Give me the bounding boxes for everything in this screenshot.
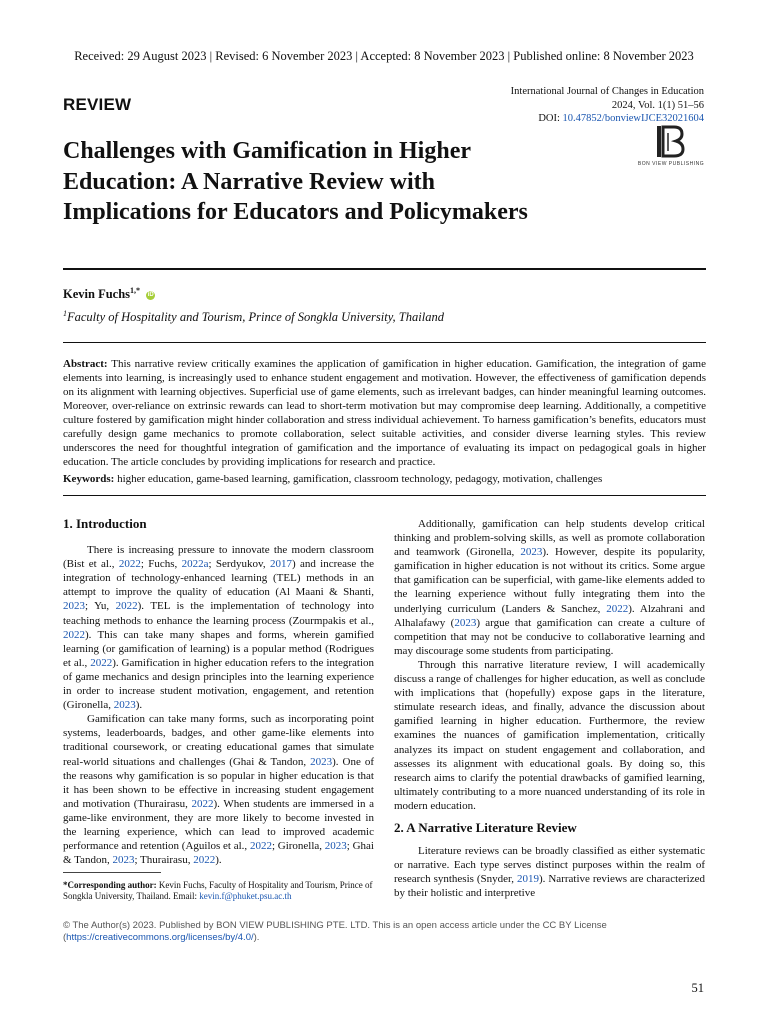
orcid-icon[interactable]: iD bbox=[147, 291, 154, 298]
affiliation-text: Faculty of Hospitality and Tourism, Prince of Songkla University, Thailand bbox=[67, 310, 444, 325]
section-heading-literature-review: 2. A Narrative Literature Review bbox=[394, 819, 577, 835]
paragraph-text: ; Thurairasu, bbox=[134, 854, 194, 867]
license-end: ). bbox=[253, 932, 260, 943]
keywords-label: Keywords: bbox=[63, 473, 115, 485]
journal-volume: 2024, Vol. 1(1) 51–56 bbox=[611, 99, 704, 111]
author-name: Kevin Fuchs bbox=[63, 287, 131, 302]
article-title: Challenges with Gamification in Higher Education: A Narrative Review with Implications for Educators and Policymakers bbox=[63, 138, 528, 225]
paragraph bbox=[394, 844, 705, 900]
citation-year-link[interactable]: 2022 bbox=[90, 656, 113, 669]
paragraph-text: ). However, despite its popularity, gamification in higher education is not without its critics. Some argue that gamification can be superficial, with game-like elements added to the learning experience without fully integrating them into the underlying curriculum (Landers & Sanchez, bbox=[394, 546, 705, 615]
citation-year-link[interactable]: 2022a bbox=[181, 558, 209, 571]
citation-year-link[interactable]: 2022 bbox=[606, 602, 629, 615]
paragraph-text: ). One of the reasons why gamification is so popular in higher education is that it has been shown to be effective in increasing student engagement and motivation (Thurairasu, bbox=[63, 755, 374, 810]
paragraph-text: ). bbox=[215, 854, 222, 867]
citation-year-link[interactable]: 2022 bbox=[63, 628, 85, 641]
paragraph-text: ; Serdyukov, bbox=[208, 558, 270, 571]
paragraph: Through this narrative literature review, I will academically discuss a range of challenges for higher education, as well as conclude with implications that (hopefully) expose gaps in the literature, stimulate research ideas, and finally, advance the discussion about gamified learning in higher education. Furthermore, the review examines the nuances of gamification implementation, critically analyzes its impact on student engagement and collaboration, and assesses its alignment with educational goals. By doing so, this research aims to clarify the potential drawbacks of gamified learning, ultimately contributing to a more nuanced understanding of its role in modern education. bbox=[394, 658, 705, 812]
page-number: 51 bbox=[691, 981, 704, 995]
right-column bbox=[394, 517, 705, 900]
section-heading-introduction: 1. Introduction bbox=[63, 516, 147, 531]
license-text: © The Author(s) 2023. Published by BON VIEW PUBLISHING PTE. LTD. This is an open access article under the CC BY License ( bbox=[63, 920, 607, 943]
corresponding-author-note bbox=[63, 880, 374, 902]
left-column bbox=[63, 517, 374, 867]
citation-year-link[interactable]: 2023 bbox=[63, 600, 85, 613]
citation-year-link[interactable]: 2022 bbox=[193, 854, 216, 867]
paragraph bbox=[63, 712, 374, 867]
paragraph-text: Gamification can take many forms, such as incorporating point systems, leaderboards, badges, and other game-like elements into traditional coursework, or creating educational games that simulate real-world situations and challenges (Ghai & Tandon, bbox=[63, 713, 374, 768]
journal-info bbox=[444, 85, 704, 126]
publisher-logo bbox=[636, 125, 706, 171]
corresponding-text: Kevin Fuchs, Faculty of Hospitality and Tourism, Prince of Songkla University, Thailand. Email: bbox=[63, 880, 373, 901]
author-marks: 1,* bbox=[130, 286, 141, 295]
paragraph-text: ). TEL is the implementation of technology into teaching methods to enhance the learning process (Zourmpakis et al., bbox=[63, 600, 374, 627]
journal-name: International Journal of Changes in Education bbox=[510, 86, 704, 97]
citation-year-link[interactable]: 2023 bbox=[520, 546, 543, 559]
paragraph-text: ; Yu, bbox=[85, 600, 116, 613]
abstract-text: This narrative review critically examines the application of gamification in higher education. Gamification, the integration of game elements into learning, is increasingly used to enhance student engagement and motivation. However, the effectiveness of gamification depends on its alignment with learning objectives. Superficial use of game elements, such as irrelevant badges, can hinder meaningful learning outcomes. Moreover, over-reliance on extrinsic rewards can lead to short-term motivation but may compromise deep learning. Additionally, a competitive culture fostered by gamification might hinder collaboration and stress individual achievement. To harness gamification’s benefits, educators must carefully design game mechanics to promote collaboration, select suitable activities, and consider diverse learning styles. This review underscores the need for thoughtful integration of gamification and the importance of evaluating its impact on pedagogical goals in higher education. The article concludes by providing implications for research and practice. bbox=[63, 358, 706, 468]
license-notice bbox=[63, 920, 706, 944]
doi-label: DOI: bbox=[538, 113, 563, 124]
abstract bbox=[63, 357, 706, 469]
citation-year-link[interactable]: 2023 bbox=[112, 854, 135, 867]
paragraph bbox=[63, 543, 374, 712]
affiliation-mark: 1 bbox=[63, 309, 67, 318]
paragraph-text: ; Ghai & Tandon, bbox=[63, 840, 374, 867]
title-divider bbox=[63, 268, 706, 270]
citation-year-link[interactable]: 2023 bbox=[324, 840, 347, 853]
paragraph-text: ) argue that gamification can create a culture of competition that may not be conducive to collaborative learning and may discourage some students from participating. bbox=[394, 616, 705, 657]
affiliation bbox=[63, 309, 444, 325]
paragraph-text: ). bbox=[135, 699, 143, 712]
keywords-text: higher education, game-based learning, gamification, classroom technology, pedagogy, motivation, challenges bbox=[117, 473, 603, 485]
license-link[interactable]: https://creativecommons.org/licenses/by/4.0/ bbox=[66, 932, 254, 943]
corresponding-label: *Corresponding author: bbox=[63, 880, 157, 890]
paragraph-text: ) and increase the integration of technology-enhanced learning (TEL) methods in an attempt to improve the quality of education (Al Maani & Shanti, bbox=[63, 558, 374, 599]
email-link[interactable]: kevin.f@phuket.psu.ac.th bbox=[199, 891, 292, 901]
publication-dates: Received: 29 August 2023 | Revised: 6 November 2023 | Accepted: 8 November 2023 | Published online: 8 November 2023 bbox=[74, 49, 694, 63]
bon-view-logo-icon bbox=[655, 125, 685, 158]
paragraph-text: ). Narrative reviews are characterized by their holistic and interpretive bbox=[394, 873, 705, 900]
doi-link[interactable]: 10.47852/bonviewIJCE32021604 bbox=[562, 113, 704, 124]
paragraph bbox=[394, 517, 705, 658]
paragraph-text: Additionally, gamification can help students develop critical thinking and problem-solving skills, as well as promote collaboration and teamwork (Gironella, bbox=[394, 518, 705, 559]
citation-year-link[interactable]: 2022 bbox=[249, 840, 272, 853]
abstract-top-divider bbox=[63, 342, 706, 343]
abstract-label: Abstract: bbox=[63, 358, 108, 370]
citation-year-link[interactable]: 2017 bbox=[269, 558, 292, 571]
citation-year-link[interactable]: 2023 bbox=[310, 755, 333, 768]
paragraph-text: Literature reviews can be broadly classified as either systematic or narrative. Each type serves distinct purposes within the realm of research synthesis (Snyder, bbox=[394, 845, 705, 886]
citation-year-link[interactable]: 2023 bbox=[113, 699, 136, 712]
citation-year-link[interactable]: 2022 bbox=[191, 797, 214, 810]
keywords bbox=[63, 472, 706, 486]
author-line bbox=[63, 286, 155, 302]
paragraph-text: ). Alzahrani and Alhalafawy ( bbox=[394, 602, 705, 629]
paragraph-text: ; Gironella, bbox=[271, 840, 325, 853]
paragraph-text: ; Fuchs, bbox=[140, 558, 182, 571]
citation-year-link[interactable]: 2019 bbox=[516, 873, 539, 886]
paragraph-text: ). This can take many shapes and forms, wherein gamified learning (or gamification of learning) is a popular method (Rodrigues et al., bbox=[63, 628, 374, 669]
keywords-divider bbox=[63, 495, 706, 496]
paragraph-text: There is increasing pressure to innovate the modern classroom (Bist et al., bbox=[63, 544, 374, 571]
citation-year-link[interactable]: 2022 bbox=[115, 600, 138, 613]
section-label: REVIEW bbox=[63, 95, 132, 114]
citation-year-link[interactable]: 2023 bbox=[454, 616, 477, 629]
publisher-name: BON VIEW PUBLISHING bbox=[637, 161, 705, 167]
doi bbox=[444, 112, 704, 126]
footnote-divider bbox=[63, 872, 161, 873]
citation-year-link[interactable]: 2022 bbox=[118, 558, 141, 571]
paragraph-text: ). When students are immersed in a game-like environment, they are more likely to become invested in the learning experience, which can lead to improved academic performance and retention (Aguilos et al., bbox=[63, 797, 375, 853]
paragraph-text: ). Gamification in higher education refers to the integration of game mechanics and design principles into the learning experience in order to increase student motivation, engagement, and retention (Gironella, bbox=[63, 656, 374, 712]
